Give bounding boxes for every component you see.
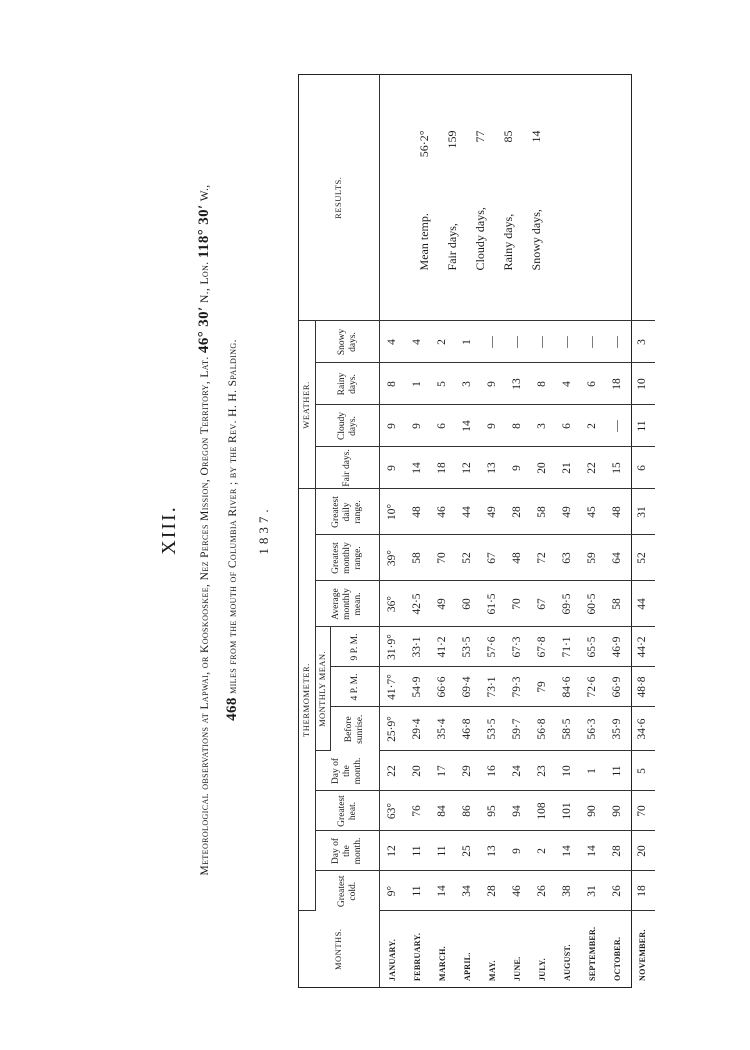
greatest-monthly-range-cell: 52 [455, 535, 480, 581]
avg-monthly-mean-cell: 61·5 [480, 581, 505, 627]
title-text-mid: N., Lon. [199, 258, 211, 307]
greatest-monthly-range-cell: 70 [430, 535, 455, 581]
greatest-monthly-range-header: Greatest monthly range. [316, 535, 380, 581]
greatest-heat-cell: 95 [480, 791, 505, 831]
nine-pm-cell: 41·2 [430, 627, 455, 667]
cold-day-cell: 9 [505, 831, 530, 871]
table-row [380, 75, 405, 987]
result-line [466, 75, 494, 320]
greatest-daily-range-cell: 49 [480, 489, 505, 535]
cloudy-days-cell: 3 [530, 405, 555, 447]
greatest-cold-cell: 31 [580, 871, 605, 911]
month-cell: MARCH. [437, 946, 447, 981]
before-sunrise-cell: 59·7 [505, 707, 530, 751]
cloudy-days-cell: 11 [630, 405, 655, 447]
weather-header: WEATHER. [299, 321, 316, 489]
cold-day-cell: 2 [530, 831, 555, 871]
cloudy-days-cell: 6 [555, 405, 580, 447]
four-pm-cell: 66·6 [430, 667, 455, 707]
before-sunrise-header: Before sunrise. [331, 707, 380, 751]
greatest-heat-header: Greatest heat. [316, 791, 380, 831]
rainy-days-cell: 3 [455, 363, 480, 405]
avg-monthly-mean-cell: 69·5 [555, 581, 580, 627]
rainy-days-header: Rainy days. [316, 363, 380, 405]
four-pm-cell: 48·8 [630, 667, 655, 707]
greatest-monthly-range-cell: 59 [580, 535, 605, 581]
month-cell: JULY. [537, 958, 547, 981]
result-value: 85 [500, 130, 515, 143]
results-header: RESULTS. [299, 75, 380, 321]
fair-days-cell: 14 [405, 447, 430, 489]
fair-days-cell: 6 [630, 447, 655, 489]
title-text: Meteorological observations at Lapwai, or Kooskooskee, Nez Perces Mission, Oregon Territory, Lat. [199, 353, 211, 876]
before-sunrise-cell: 35·9 [605, 707, 630, 751]
month-cell: AUGUST. [562, 944, 572, 981]
result-line [494, 75, 522, 320]
month-cell: OCTOBER. [612, 936, 622, 981]
greatest-daily-range-cell: 45 [580, 489, 605, 535]
cloudy-days-cell: 9 [405, 405, 430, 447]
heat-day-cell: 22 [380, 751, 405, 791]
greatest-monthly-range-cell: 48 [505, 535, 530, 581]
avg-monthly-mean-cell: 70 [505, 581, 530, 627]
rainy-days-cell: 1 [405, 363, 430, 405]
nine-pm-cell: 46·9 [605, 627, 630, 667]
greatest-cold-cell: 18 [630, 871, 655, 911]
greatest-cold-cell: 9° [380, 871, 405, 911]
nine-pm-cell: 67·8 [530, 627, 555, 667]
snowy-days-cell: — [605, 321, 630, 363]
four-pm-cell: 73·1 [480, 667, 505, 707]
rainy-days-cell: 4 [555, 363, 580, 405]
before-sunrise-cell: 29·4 [405, 707, 430, 751]
heat-day-cell: 24 [505, 751, 530, 791]
title-observer: miles from the mouth of Columbia River ; by the Rev. H. H. Spalding. [227, 339, 239, 698]
month-cell: FEBRUARY. [412, 932, 422, 981]
title-line-2 [224, 60, 241, 1000]
greatest-monthly-range-cell: 58 [405, 535, 430, 581]
snowy-days-header: Snowy days. [316, 321, 380, 363]
greatest-heat-cell: 108 [530, 791, 555, 831]
greatest-daily-range-header: Greatest daily range. [316, 489, 380, 535]
nine-pm-cell: 65·5 [580, 627, 605, 667]
greatest-cold-cell: 46 [505, 871, 530, 911]
thermometer-header: THERMOMETER. [299, 489, 316, 911]
result-label: Mean temp. [416, 213, 431, 271]
greatest-monthly-range-cell: 67 [480, 535, 505, 581]
heat-day-header: Day of the month. [316, 751, 380, 791]
snowy-days-cell: 4 [405, 321, 430, 363]
cold-day-cell: 14 [580, 831, 605, 871]
rainy-days-cell: 9 [480, 363, 505, 405]
cloudy-days-header: Cloudy days. [316, 405, 380, 447]
month-cell: MAY. [487, 960, 497, 981]
cold-day-cell: 12 [380, 831, 405, 871]
nine-pm-cell: 71·1 [555, 627, 580, 667]
greatest-cold-cell: 26 [605, 871, 630, 911]
avg-monthly-mean-cell: 42·5 [405, 581, 430, 627]
snowy-days-cell: 1 [455, 321, 480, 363]
cloudy-days-cell: 6 [430, 405, 455, 447]
greatest-heat-cell: 63° [380, 791, 405, 831]
result-label: Rainy days, [500, 213, 515, 271]
greatest-daily-range-cell: 28 [505, 489, 530, 535]
greatest-daily-range-cell: 46 [430, 489, 455, 535]
result-value: 56·2° [416, 130, 431, 158]
heat-day-cell: 5 [630, 751, 655, 791]
greatest-monthly-range-cell: 64 [605, 535, 630, 581]
rainy-days-cell: 18 [605, 363, 630, 405]
four-pm-cell: 79·3 [505, 667, 530, 707]
greatest-cold-cell: 34 [455, 871, 480, 911]
rainy-days-cell: 8 [380, 363, 405, 405]
four-pm-cell: 54·9 [405, 667, 430, 707]
table-body [380, 75, 655, 987]
title-distance: 468 [224, 697, 240, 721]
heat-day-cell: 23 [530, 751, 555, 791]
fair-days-cell: 9 [505, 447, 530, 489]
result-label: Fair days, [444, 223, 459, 271]
rotated-content [150, 60, 648, 1000]
fair-days-cell: 9 [380, 447, 405, 489]
four-pm-cell: 69·4 [455, 667, 480, 707]
month-cell: NOVEMBER. [637, 929, 647, 981]
table-number: XIII. [158, 505, 180, 555]
rainy-days-cell: 6 [580, 363, 605, 405]
snowy-days-cell: — [555, 321, 580, 363]
nine-pm-cell: 53·5 [455, 627, 480, 667]
greatest-cold-cell: 11 [405, 871, 430, 911]
four-pm-cell: 41·7° [380, 667, 405, 707]
snowy-days-cell: — [505, 321, 530, 363]
cloudy-days-cell: 8 [505, 405, 530, 447]
before-sunrise-cell: 56·3 [580, 707, 605, 751]
nine-pm-cell: 33·1 [405, 627, 430, 667]
result-line [522, 75, 550, 320]
four-pm-cell: 72·6 [580, 667, 605, 707]
year: 1837. [256, 505, 271, 555]
nine-pm-header: 9 P. M. [331, 627, 380, 667]
before-sunrise-cell: 34·6 [630, 707, 655, 751]
fair-days-cell: 13 [480, 447, 505, 489]
greatest-monthly-range-cell: 39° [380, 535, 405, 581]
result-value: 159 [444, 130, 459, 149]
title-longitude: 118° 30′ [196, 204, 212, 259]
four-pm-cell: 66·9 [605, 667, 630, 707]
fair-days-cell: 20 [530, 447, 555, 489]
greatest-cold-header: Greatest cold. [316, 871, 380, 911]
avg-monthly-mean-cell: 36° [380, 581, 405, 627]
heat-day-cell: 10 [555, 751, 580, 791]
cloudy-days-cell: 9 [380, 405, 405, 447]
month-cell: SEPTEMBER. [587, 926, 597, 981]
result-value: 14 [528, 130, 543, 143]
greatest-cold-cell: 38 [555, 871, 580, 911]
result-label: Snowy days, [528, 209, 543, 271]
cloudy-days-cell: 2 [580, 405, 605, 447]
greatest-heat-cell: 90 [605, 791, 630, 831]
cloudy-days-cell: 14 [455, 405, 480, 447]
four-pm-cell: 84·6 [555, 667, 580, 707]
cold-day-cell: 11 [430, 831, 455, 871]
greatest-heat-cell: 70 [630, 791, 655, 831]
cloudy-days-cell: — [605, 405, 630, 447]
greatest-cold-cell: 14 [430, 871, 455, 911]
avg-monthly-mean-cell: 49 [430, 581, 455, 627]
avg-monthly-mean-header: Average monthly mean. [316, 581, 380, 627]
fair-days-header: Fair days. [316, 447, 380, 489]
heat-day-cell: 11 [605, 751, 630, 791]
monthly-mean-header: MONTHLY MEAN. [316, 627, 331, 751]
month-cell: JANUARY. [387, 938, 397, 981]
greatest-heat-cell: 86 [455, 791, 480, 831]
fair-days-cell: 18 [430, 447, 455, 489]
snowy-days-cell: — [530, 321, 555, 363]
greatest-monthly-range-cell: 72 [530, 535, 555, 581]
cold-day-cell: 28 [605, 831, 630, 871]
heat-day-cell: 20 [405, 751, 430, 791]
month-cell: JUNE. [512, 956, 522, 981]
heat-day-cell: 16 [480, 751, 505, 791]
greatest-daily-range-cell: 48 [605, 489, 630, 535]
fair-days-cell: 15 [605, 447, 630, 489]
cloudy-days-cell: 9 [480, 405, 505, 447]
four-pm-header: 4 P. M. [331, 667, 380, 707]
title-line-1 [196, 60, 213, 1000]
greatest-heat-cell: 76 [405, 791, 430, 831]
result-value: 77 [472, 130, 487, 143]
cold-day-cell: 14 [555, 831, 580, 871]
heat-day-cell: 29 [455, 751, 480, 791]
greatest-monthly-range-cell: 52 [630, 535, 655, 581]
avg-monthly-mean-cell: 44 [630, 581, 655, 627]
before-sunrise-cell: 46·8 [455, 707, 480, 751]
greatest-daily-range-cell: 48 [405, 489, 430, 535]
four-pm-cell: 79 [530, 667, 555, 707]
before-sunrise-cell: 53·5 [480, 707, 505, 751]
cold-day-header: Day of the month. [316, 831, 380, 871]
greatest-heat-cell: 94 [505, 791, 530, 831]
cold-day-cell: 20 [630, 831, 655, 871]
rainy-days-cell: 8 [530, 363, 555, 405]
snowy-days-cell: — [480, 321, 505, 363]
avg-monthly-mean-cell: 60·5 [580, 581, 605, 627]
snowy-days-cell: 4 [380, 321, 405, 363]
heat-day-cell: 17 [430, 751, 455, 791]
result-line [438, 75, 466, 320]
snowy-days-cell: — [580, 321, 605, 363]
greatest-daily-range-cell: 44 [455, 489, 480, 535]
rainy-days-cell: 5 [430, 363, 455, 405]
greatest-daily-range-cell: 31 [630, 489, 655, 535]
before-sunrise-cell: 25·9° [380, 707, 405, 751]
title-text-end: W., [199, 184, 211, 205]
snowy-days-cell: 3 [630, 321, 655, 363]
avg-monthly-mean-cell: 58 [605, 581, 630, 627]
observations-table [298, 74, 648, 988]
results-cell [380, 75, 655, 321]
avg-monthly-mean-cell: 67 [530, 581, 555, 627]
greatest-heat-cell: 90 [580, 791, 605, 831]
greatest-heat-cell: 101 [555, 791, 580, 831]
greatest-cold-cell: 26 [530, 871, 555, 911]
greatest-monthly-range-cell: 63 [555, 535, 580, 581]
cold-day-cell: 25 [455, 831, 480, 871]
greatest-daily-range-cell: 58 [530, 489, 555, 535]
snowy-days-cell: 2 [430, 321, 455, 363]
greatest-heat-cell: 84 [430, 791, 455, 831]
before-sunrise-cell: 56·8 [530, 707, 555, 751]
result-label: Cloudy days, [472, 207, 487, 271]
months-header: MONTHS. [299, 911, 380, 987]
nine-pm-cell: 44·2 [630, 627, 655, 667]
before-sunrise-cell: 58·5 [555, 707, 580, 751]
fair-days-cell: 22 [580, 447, 605, 489]
cold-day-cell: 11 [405, 831, 430, 871]
month-cell: APRIL. [462, 952, 472, 981]
greatest-daily-range-cell: 10° [380, 489, 405, 535]
heat-day-cell: 1 [580, 751, 605, 791]
cold-day-cell: 13 [480, 831, 505, 871]
fair-days-cell: 21 [555, 447, 580, 489]
nine-pm-cell: 31·9° [380, 627, 405, 667]
nine-pm-cell: 67·3 [505, 627, 530, 667]
fair-days-cell: 12 [455, 447, 480, 489]
greatest-daily-range-cell: 49 [555, 489, 580, 535]
title-latitude: 46° 30′ [196, 306, 212, 354]
result-line [410, 75, 438, 320]
rainy-days-cell: 13 [505, 363, 530, 405]
avg-monthly-mean-cell: 60 [455, 581, 480, 627]
rainy-days-cell: 10 [630, 363, 655, 405]
before-sunrise-cell: 35·4 [430, 707, 455, 751]
greatest-cold-cell: 28 [480, 871, 505, 911]
nine-pm-cell: 57·6 [480, 627, 505, 667]
